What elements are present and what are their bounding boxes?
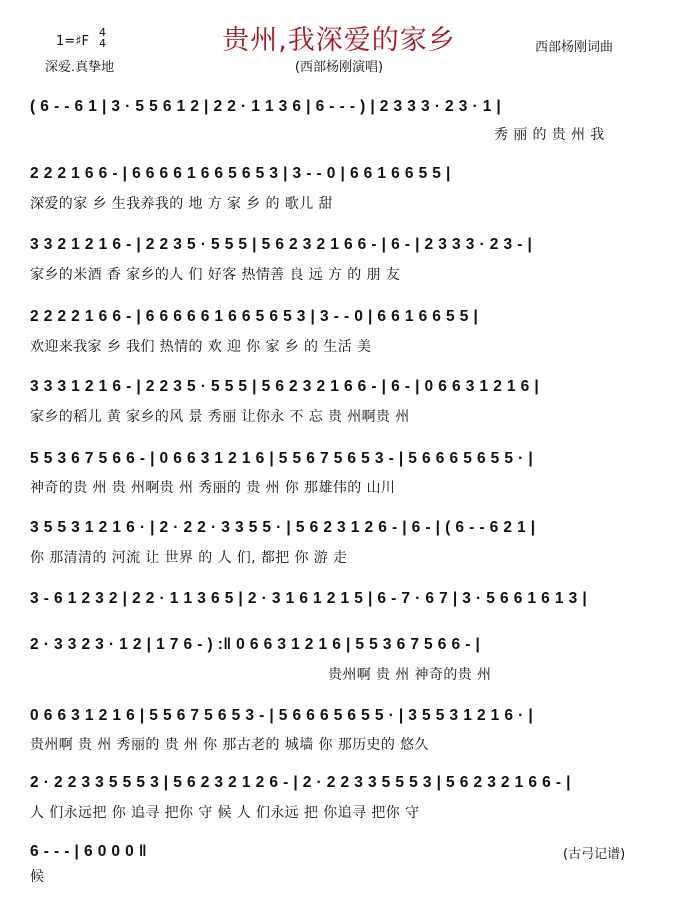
notation-line-2: 2 2 2 1 6 6 - | 6 6 6 6 1 6 6 5 6 5 3 | 3 - - 0 | 6 6 1 6 6 5 5 | — [30, 165, 451, 182]
lyrics-line-4: 欢迎来我家 乡 我们 热情的 欢 迎 你 家 乡 的 生活 美 — [30, 339, 372, 355]
notation-line-7: 3 5 5 3 1 2 1 6 · | 2 · 2 2 · 3 3 5 5 · | 5 6 2 3 1 2 6 - | 6 - | ( 6 - - 6 2 1 | — [30, 519, 536, 536]
time-signature-bottom: 4 — [99, 37, 106, 50]
lyrics-line-5: 家乡的稻儿 黄 家乡的风 景 秀丽 让你永 不 忘 贵 州啊贵 州 — [30, 409, 410, 425]
lyrics-line-9: 贵州啊 贵 州 神奇的贵 州 — [328, 667, 492, 683]
key-signature: 1=♯F — [56, 34, 89, 49]
notation-line-11: 2 · 2 2 3 3 5 5 5 3 | 5 6 2 3 2 1 2 6 - | 2 · 2 2 3 3 5 5 5 3 | 5 6 2 3 2 1 6 6 - | — [30, 774, 571, 791]
lyrics-line-7: 你 那清清的 河流 让 世界 的 人 们, 都把 你 游 走 — [30, 550, 348, 566]
notation-line-8: 3 - 6 1 2 3 2 | 2 2 · 1 1 3 6 5 | 2 · 3 1 6 1 2 1 5 | 6 - 7 · 6 7 | 3 · 5 6 6 1 6 1 3 | — [30, 590, 588, 607]
lyrics-line-11: 人 们永远把 你 追寻 把你 守 候 人 们永远 把 你追寻 把你 守 — [30, 805, 420, 821]
performer-credit: (西部杨刚演唱) — [294, 60, 384, 75]
notation-line-5: 3 3 3 1 2 1 6 - | 2 2 3 5 · 5 5 5 | 5 6 2 3 2 1 6 6 - | 6 - | 0 6 6 3 1 2 1 6 | — [30, 378, 540, 395]
lyrics-line-1: 秀 丽 的 贵 州 我 — [494, 127, 605, 143]
notation-line-1: ( 6 - - 6 1 | 3 · 5 5 6 1 2 | 2 2 · 1 1 3 6 | 6 - - - ) | 2 3 3 3 · 2 3 · 1 | — [30, 98, 502, 115]
lyrics-line-12: 候 — [30, 869, 45, 885]
notation-line-4: 2 2 2 2 1 6 6 - | 6 6 6 6 6 1 6 6 5 6 5 3 | 3 - - 0 | 6 6 1 6 6 5 5 | — [30, 308, 479, 325]
notation-line-3: 3 3 2 1 2 1 6 - | 2 2 3 5 · 5 5 5 | 5 6 2 3 2 1 6 6 - | 6 - | 2 3 3 3 · 2 3 - | — [30, 236, 533, 253]
lyrics-line-3: 家乡的米酒 香 家乡的人 们 好客 热情善 良 远 方 的 朋 友 — [30, 267, 401, 283]
song-title: 贵州,我深爱的家乡 — [222, 25, 456, 56]
lyrics-line-2: 深爱的家 乡 生我养我的 地 方 家 乡 的 歌儿 甜 — [30, 196, 333, 212]
notation-line-9: 2 · 3 3 2 3 · 1 2 | 1 7 6 - ) :‖ 0 6 6 3 1 2 1 6 | 5 5 3 6 7 5 6 6 - | — [30, 636, 481, 653]
notation-line-12: 6 - - - | 6 0 0 0 ‖ — [30, 843, 147, 860]
notation-line-6: 5 5 3 6 7 5 6 6 - | 0 6 6 3 1 2 1 6 | 5 5 6 7 5 6 5 3 - | 5 6 6 6 5 6 5 5 · | — [30, 450, 534, 467]
time-signature-top: 4 — [99, 26, 106, 39]
lyrics-line-10: 贵州啊 贵 州 秀丽的 贵 州 你 那古老的 城墙 你 那历史的 悠久 — [30, 737, 429, 753]
composer-credit: 西部杨刚词曲 — [535, 40, 614, 55]
tempo-marking: 深爱.真挚地 — [45, 60, 115, 75]
transcriber-credit: (古弓记谱) — [563, 847, 626, 862]
lyrics-line-6: 神奇的贵 州 贵 州啊贵 州 秀丽的 贵 州 你 那雄伟的 山川 — [30, 480, 396, 496]
notation-line-10: 0 6 6 3 1 2 1 6 | 5 5 6 7 5 6 5 3 - | 5 6 6 6 5 6 5 5 · | 3 5 5 3 1 2 1 6 · | — [30, 707, 534, 724]
time-signature — [99, 27, 106, 49]
